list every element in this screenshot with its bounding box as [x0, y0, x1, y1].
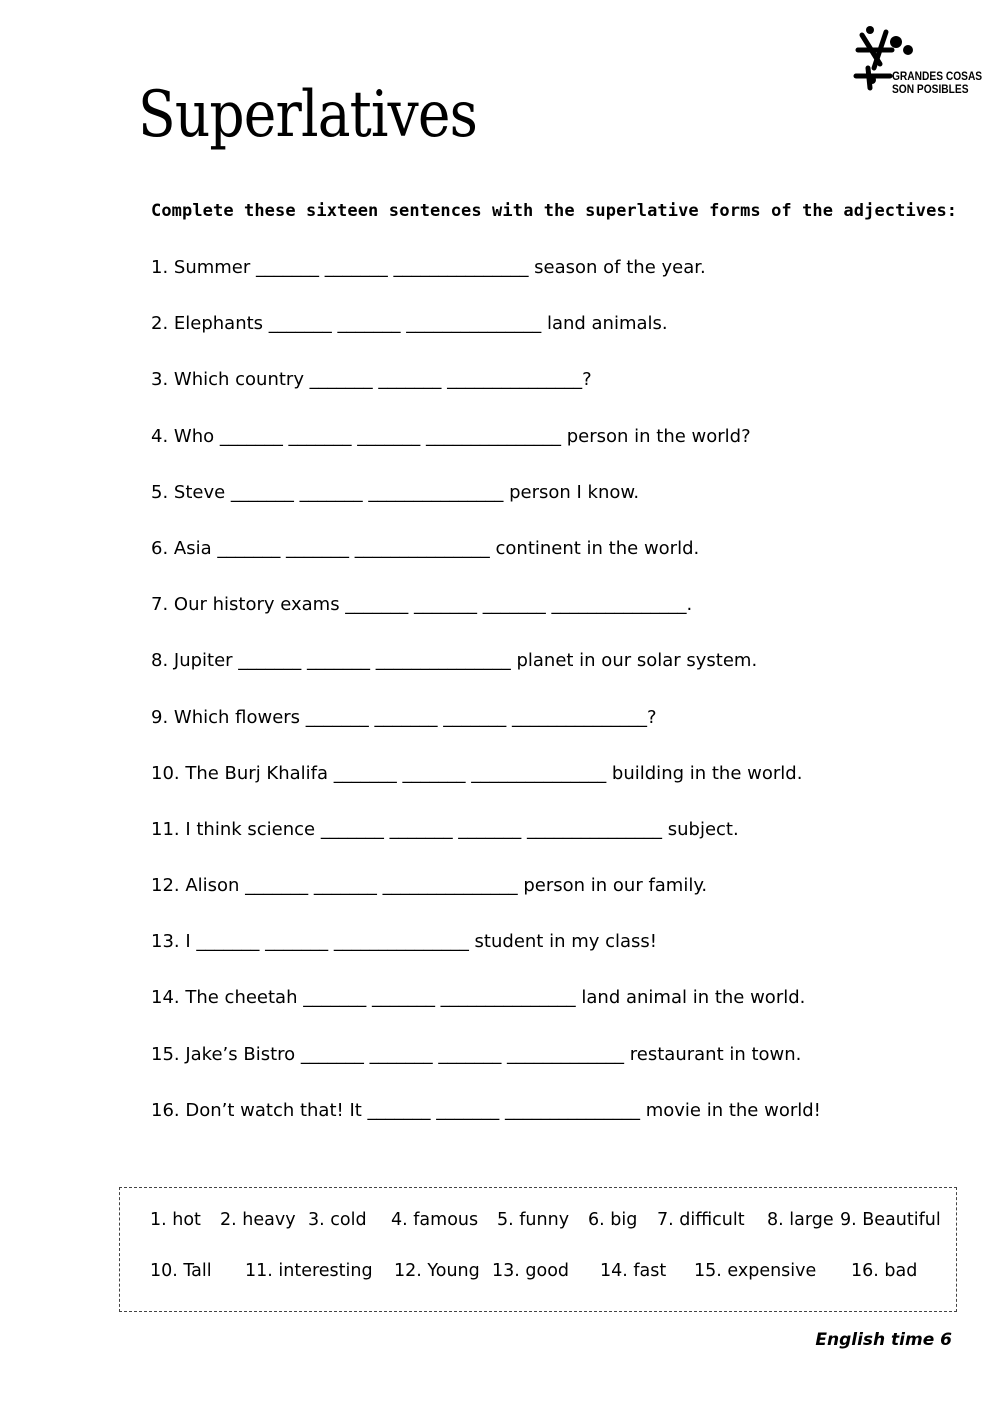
word-bank-item: 9. Beautiful [840, 1210, 941, 1230]
word-bank [119, 1187, 957, 1312]
sentence-6: 6. Asia _______ _______ _______________ continent in the world. [151, 537, 700, 559]
sentence-13: 13. I _______ _______ _______________ student in my class! [151, 931, 658, 953]
sentence-16: 16. Don’t watch that! It _______ _______ _______________ movie in the world! [151, 1099, 821, 1121]
word-bank-item: 10. Tall [150, 1261, 212, 1281]
word-bank-item: 5. funny [497, 1210, 570, 1230]
sentence-7: 7. Our history exams _______ _______ _______ _______________. [151, 594, 693, 616]
sentence-1: 1. Summer _______ _______ _______________ season of the year. [151, 257, 706, 278]
sentence-11: 11. I think science _______ _______ _______ _______________ subject. [151, 818, 739, 840]
sentence-8: 8. Jupiter _______ _______ _______________ planet in our solar system. [151, 650, 758, 672]
word-bank-item: 12. Young [394, 1261, 480, 1281]
word-bank-item: 2. heavy [220, 1210, 296, 1230]
word-bank-item: 11. interesting [245, 1261, 373, 1281]
word-bank-item: 3. cold [308, 1210, 367, 1230]
sentence-2: 2. Elephants _______ _______ _______________ land animals. [151, 313, 668, 335]
sentence-12: 12. Alison _______ _______ _______________ person in our family. [151, 875, 708, 897]
sentence-3: 3. Which country _______ _______ _______________? [151, 369, 592, 391]
word-bank-item: 7. difficult [657, 1210, 745, 1230]
sentence-4: 4. Who _______ _______ _______ _______________ person in the world? [151, 425, 751, 447]
word-bank-item: 1. hot [150, 1210, 201, 1230]
word-bank-item: 6. big [588, 1210, 638, 1230]
word-bank-item: 8. large [767, 1210, 834, 1230]
word-bank-item: 4. famous [391, 1210, 479, 1230]
word-bank-item: 15. expensive [694, 1261, 817, 1281]
sentence-list [151, 253, 821, 1152]
word-bank-item: 13. good [492, 1261, 570, 1281]
page-title: Superlatives [138, 78, 478, 152]
sentence-15: 15. Jake’s Bistro _______ _______ _______ _____________ restaurant in town. [151, 1043, 802, 1065]
sentence-10: 10. The Burj Khalifa _______ _______ _______________ building in the world. [151, 762, 803, 784]
footer-label: English time 6 [815, 1330, 952, 1350]
sentence-14: 14. The cheetah _______ _______ _______________ land animal in the world. [151, 987, 806, 1009]
sentence-9: 9. Which flowers _______ _______ _______ _______________? [151, 706, 657, 728]
instructions: Complete these sixteen sentences with the superlative forms of the adjectives: [151, 201, 958, 221]
word-bank-item: 14. fast [600, 1261, 667, 1281]
sentence-5: 5. Steve _______ _______ _______________ person I know. [151, 481, 640, 503]
word-bank-item: 16. bad [851, 1261, 918, 1281]
logo-text: GRANDES COSAS SON POSIBLES [892, 69, 983, 96]
